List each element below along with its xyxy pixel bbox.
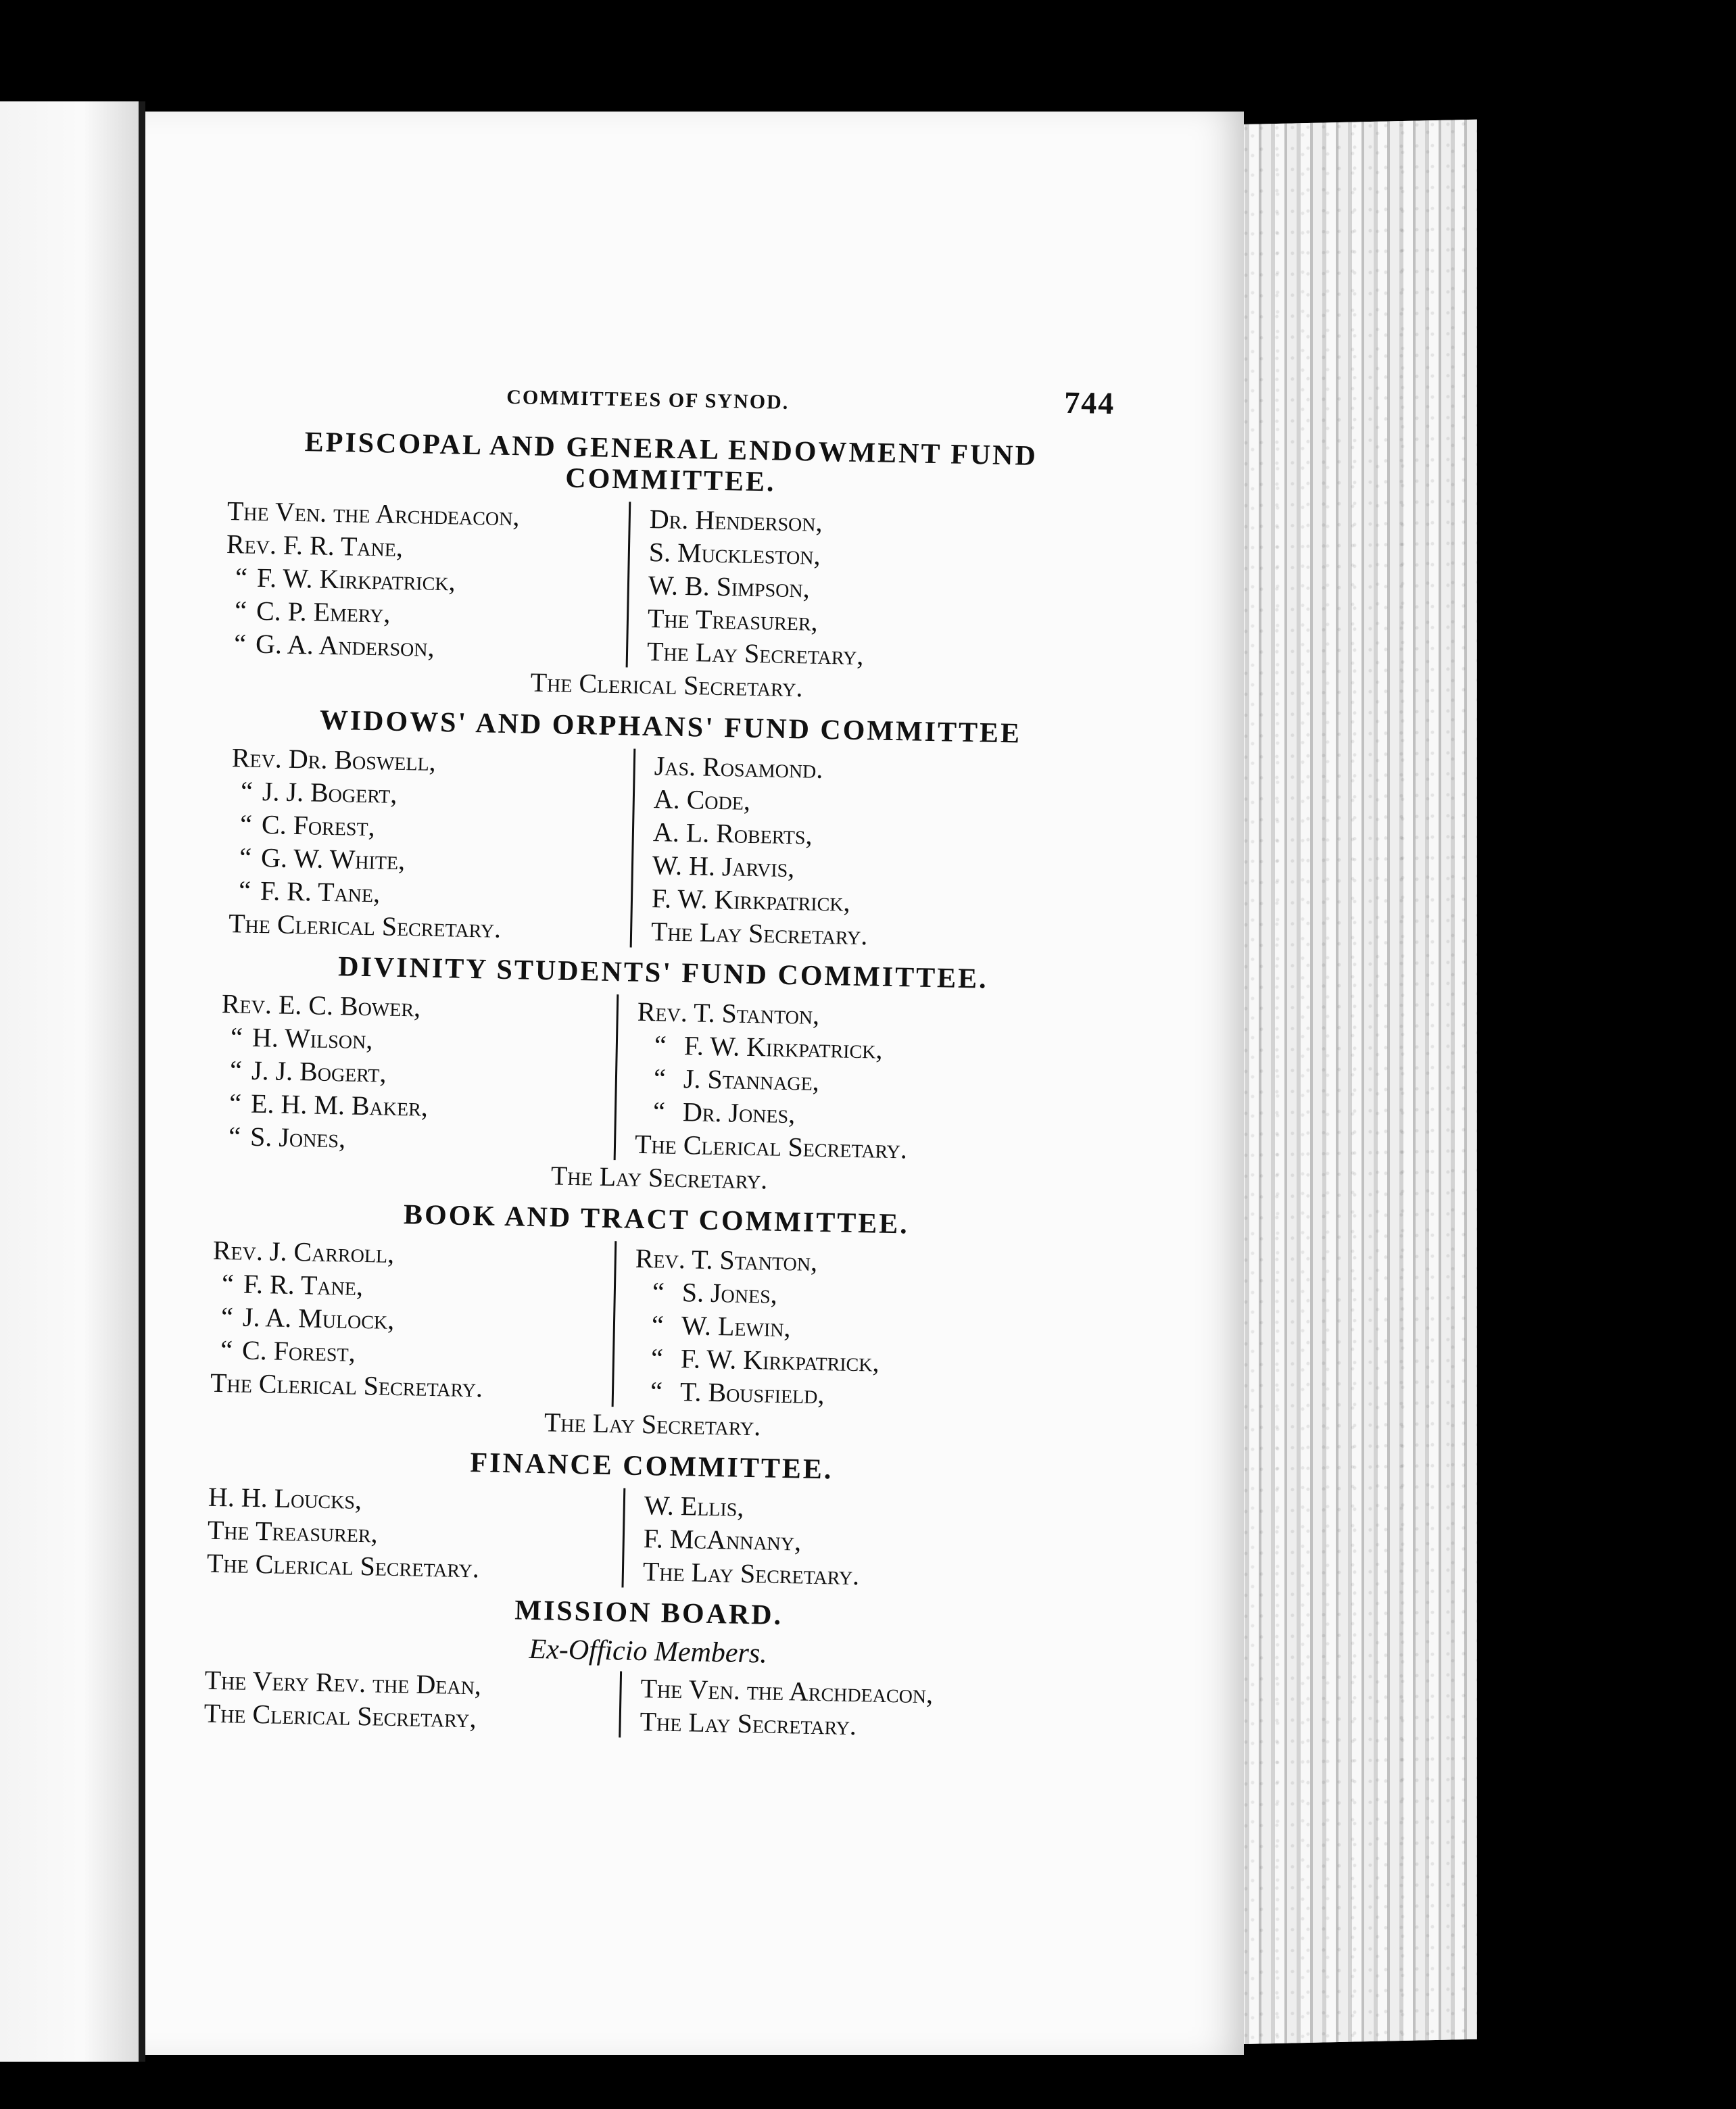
ditto-mark: “ [238,875,251,906]
member-columns [219,987,1103,1169]
ditto-mark: “ [239,842,252,873]
member-line [635,1094,909,1133]
member-name: G. A. Anderson, [255,628,435,662]
member-name: Rev. F. R. Tane, [226,528,404,562]
member-column-right [616,994,911,1165]
ditto-mark: “ [653,1063,667,1094]
member-column-left [203,1664,622,1738]
member-line [633,1341,880,1379]
member-name: Dr. Jones, [682,1096,796,1130]
member-line [637,995,910,1034]
ditto-mark: “ [229,1054,243,1086]
member-name: C. P. Emery, [256,595,391,629]
committee-footer-member: The Clerical Secretary. [530,666,803,703]
member-name: Rev. J. Carroll, [212,1234,395,1269]
member-name: Rev. Dr. Boswell, [231,742,437,777]
ditto-mark: “ [654,1029,667,1061]
member-column-left [224,494,631,667]
member-name: F. McAnnany, [643,1523,802,1557]
member-line [654,749,871,786]
member-columns [203,1664,1090,1747]
member-name: F. R. Tane, [260,875,381,908]
member-name: S. Jones, [681,1277,778,1309]
member-name: E. H. M. Baker, [250,1088,429,1122]
ditto-mark: “ [239,808,253,840]
book-page [145,112,1244,2055]
member-name: W. B. Simpson, [648,569,811,604]
member-name: J. Stannage, [683,1063,820,1096]
member-line [647,635,864,672]
member-name: W. H. Jarvis, [652,850,795,883]
member-line [633,1308,880,1346]
member-columns [228,741,1108,956]
member-line [651,915,868,952]
ditto-mark: “ [233,628,247,659]
member-line [636,1028,909,1067]
committee-section [218,949,1104,1203]
member-name: A. Code, [653,783,751,816]
member-name: The Lay Secretary. [642,1556,860,1591]
member-name: F. W. Kirkpatrick, [651,883,851,917]
committee-subheading: Ex-Officio Members. [529,1633,768,1670]
member-line [643,1522,860,1559]
member-line [228,906,621,947]
committee-heading: BOOK AND TRACT COMMITTEE. [403,1199,910,1240]
member-name: The Ven. the Archdeacon, [640,1673,934,1710]
member-column-left [210,1234,617,1407]
member-name: Dr. Henderson, [649,503,823,537]
member-name: Rev. T. Stanton, [635,1242,818,1277]
member-name: W. Lewin, [681,1310,791,1343]
member-name: The Clerical Secretary. [210,1367,483,1403]
member-name: W. Ellis, [644,1490,744,1522]
member-line [649,502,866,539]
ditto-mark: “ [651,1309,665,1340]
page-fore-edge [1210,120,1477,2045]
member-column-left [207,1480,626,1588]
member-name: H. H. Loucks, [208,1481,362,1516]
page-number: 744 [1063,385,1115,421]
member-name: Jas. Rosamond. [654,750,823,784]
member-line [648,535,865,573]
member-name: The Clerical Secretary. [228,908,502,944]
member-column-right [614,1241,882,1411]
ditto-mark: “ [235,562,248,593]
member-name: T. Bousfield, [679,1376,825,1410]
member-line [652,881,869,919]
ditto-mark: “ [240,775,254,806]
member-name: F. W. Kirkpatrick, [683,1030,883,1065]
committee-section [228,703,1109,956]
member-column-right [621,1671,933,1743]
member-name: J. J. Bogert, [262,776,397,809]
member-name: The Very Rev. the Dean, [204,1664,482,1701]
member-line [640,1705,932,1743]
ditto-mark: “ [652,1096,666,1127]
member-line [640,1672,933,1710]
member-name: The Lay Secretary. [640,1706,857,1741]
ditto-mark: “ [652,1276,665,1307]
ditto-mark: “ [228,1088,242,1119]
ditto-mark: “ [650,1342,664,1374]
committee-heading: EPISCOPAL AND GENERAL ENDOWMENT FUND COMMITTEE. [304,427,1038,498]
member-name: J. A. Mulock, [242,1301,395,1335]
member-name: The Treasurer, [647,602,819,637]
member-column-right [632,749,871,952]
member-name: Rev. T. Stanton, [637,996,820,1030]
member-name: The Ven. the Archdeacon, [226,495,520,532]
member-name: Rev. E. C. Bower, [221,988,421,1023]
member-name: The Clerical Secretary, [203,1697,477,1734]
member-line [633,1374,879,1412]
ditto-mark: “ [221,1268,235,1299]
page-content [203,368,1115,1747]
committee-footer-member: The Lay Secretary. [544,1407,761,1442]
member-name: The Clerical Secretary. [206,1547,480,1584]
member-name: F. W. Kirkpatrick, [256,562,456,597]
member-line [642,1555,859,1592]
member-column-right [623,1488,861,1593]
committee-section [210,1196,1099,1450]
committee-sections [203,425,1114,1747]
member-columns [207,1480,1094,1597]
ditto-mark: “ [234,595,247,626]
member-name: F. W. Kirkpatrick, [680,1343,880,1378]
running-head [229,368,1115,433]
member-name: The Lay Secretary, [646,635,864,671]
member-name: J. J. Bogert, [251,1054,387,1088]
member-name: F. R. Tane, [243,1268,364,1302]
member-line [648,568,865,606]
member-name: The Clerical Secretary. [634,1128,908,1165]
member-line [203,1697,610,1738]
ditto-mark: “ [228,1121,241,1152]
ditto-mark: “ [230,1021,243,1052]
committee-heading: FINANCE COMMITTEE. [470,1447,834,1486]
member-name: The Treasurer, [207,1514,379,1549]
member-name: C. Forest, [261,809,376,842]
member-column-left [219,987,619,1160]
member-line [635,1061,909,1100]
member-name: S. Jones, [249,1121,346,1154]
committee-section [203,1589,1092,1747]
committee-section [224,425,1114,710]
member-name: The Lay Secretary. [650,916,868,951]
member-column-right [628,502,867,672]
committee-heading: DIVINITY STUDENTS' FUND COMMITTEE. [337,951,989,995]
committee-footer-member: The Lay Secretary. [550,1160,768,1195]
committee-heading: WIDOWS' AND ORPHANS' FUND COMMITTEE [319,704,1022,750]
ditto-mark: “ [650,1376,663,1407]
member-line [635,1242,882,1280]
member-name: G. W. White, [260,842,406,876]
member-name: H. Wilson, [251,1021,373,1055]
member-line [634,1275,881,1313]
member-line [652,815,869,852]
running-head-title: COMMITTEES OF SYNOD. [506,385,790,414]
committee-heading: MISSION BOARD. [514,1595,783,1632]
member-line [652,848,869,886]
member-columns [224,494,1113,677]
member-name: A. L. Roberts, [652,817,813,850]
member-line [644,1488,861,1526]
member-line [653,782,870,819]
member-columns [210,1234,1099,1416]
member-name: S. Muckleston, [648,536,821,571]
committee-section [207,1443,1095,1597]
ditto-mark: “ [220,1301,234,1332]
member-line [207,1547,613,1588]
member-line [635,1128,908,1166]
member-line [648,602,865,639]
left-page-edge [0,101,145,2062]
member-name: C. Forest, [241,1334,356,1367]
ditto-mark: “ [220,1334,233,1365]
member-column-left [228,741,636,947]
